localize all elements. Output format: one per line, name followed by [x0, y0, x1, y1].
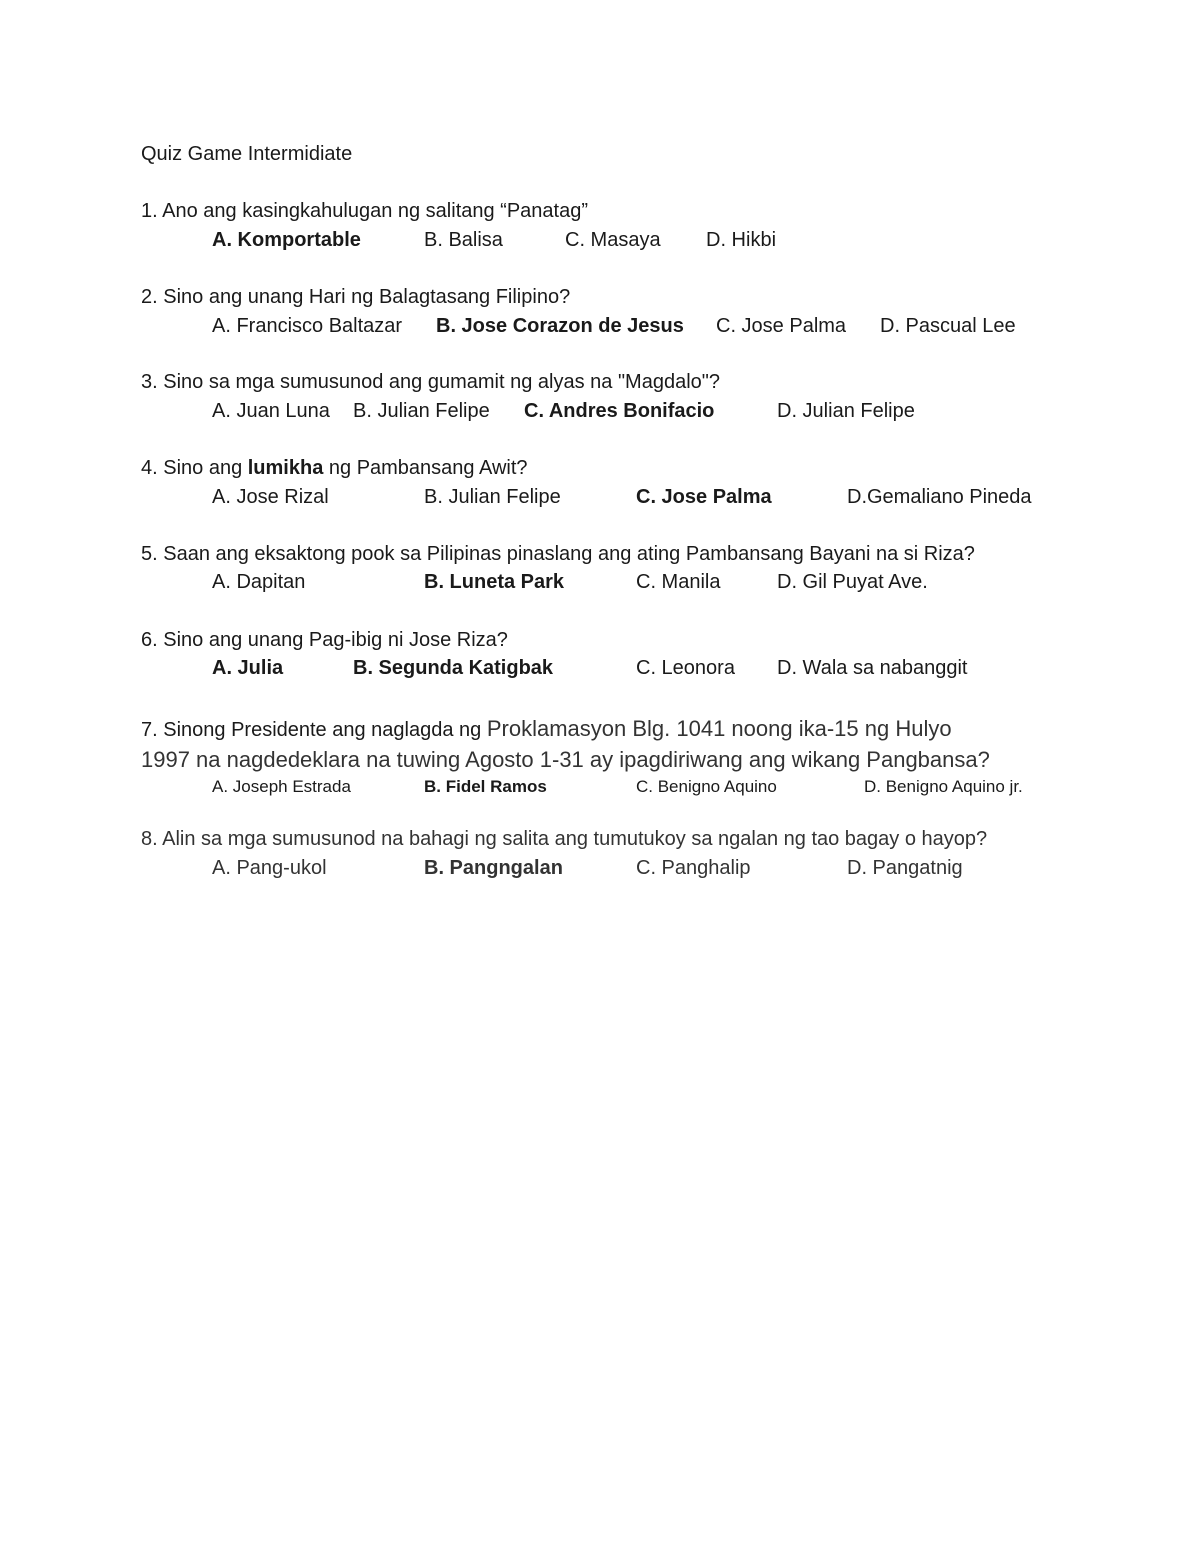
question-text-post: ng Pambansang Awit? — [323, 457, 528, 479]
option-b: B. Julian Felipe — [353, 400, 490, 422]
question-3-options — [212, 400, 1112, 426]
question-6 — [141, 629, 508, 652]
option-c: C. Leonora — [636, 657, 735, 679]
option-c: C. Jose Palma — [716, 315, 847, 337]
option-a: A. Joseph Estrada — [212, 777, 351, 796]
option-c: C. Benigno Aquino — [636, 777, 777, 796]
question-8-options — [212, 857, 1112, 883]
option-b: B. Julian Felipe — [424, 486, 561, 508]
question-line-2: 1997 na nagdedeklara na tuwing Agosto 1-31 ay ipagdiriwang ang wikang Pangbansa? — [141, 747, 990, 772]
question-2 — [141, 286, 570, 309]
option-b: B. Pangngalan — [424, 857, 563, 879]
option-a: A. Komportable — [212, 229, 361, 251]
question-4-options — [212, 486, 1112, 512]
question-1-options — [212, 229, 1112, 255]
question-text: 3. Sino sa mga sumusunod ang gumamit ng alyas na "Magdalo"? — [141, 371, 720, 393]
option-c: C. Andres Bonifacio — [524, 400, 715, 422]
option-c: C. Jose Palma — [636, 486, 772, 508]
question-1 — [141, 200, 588, 223]
option-a: A. Francisco Baltazar — [212, 315, 403, 337]
option-a: A. Jose Rizal — [212, 486, 329, 508]
option-c: C. Masaya — [565, 229, 661, 251]
question-7-options — [212, 777, 1112, 803]
option-a: A. Julia — [212, 657, 284, 679]
option-a: A. Dapitan — [212, 571, 306, 593]
question-5 — [141, 543, 975, 566]
question-7 — [141, 714, 990, 775]
document-title: Quiz Game Intermidiate — [141, 143, 353, 165]
option-d: D. Hikbi — [706, 229, 777, 251]
question-text: 2. Sino ang unang Hari ng Balagtasang Filipino? — [141, 286, 571, 308]
question-6-options — [212, 657, 1112, 683]
question-text-pre: 4. Sino ang — [141, 457, 248, 479]
option-a: A. Pang-ukol — [212, 857, 327, 879]
option-d: D. Gil Puyat Ave. — [777, 571, 928, 593]
option-d: D. Pascual Lee — [880, 315, 1016, 337]
question-text-bold: lumikha — [247, 457, 324, 479]
option-b: B. Fidel Ramos — [424, 777, 547, 796]
option-c: C. Manila — [636, 571, 721, 593]
question-line-1 — [141, 714, 990, 745]
option-d: D. Julian Felipe — [777, 400, 915, 422]
question-5-options — [212, 571, 1112, 597]
option-b: B. Balisa — [424, 229, 503, 251]
question-text-post: Proklamasyon Blg. 1041 noong ika-15 ng Hulyo — [486, 716, 952, 741]
question-text-pre: 7. Sinong Presidente ang naglagda ng — [141, 719, 487, 741]
question-8 — [141, 828, 987, 851]
question-4 — [141, 457, 528, 480]
option-b: B. Luneta Park — [424, 571, 565, 593]
option-b: B. Jose Corazon de Jesus — [436, 315, 684, 337]
question-text: 5. Saan ang eksaktong pook sa Pilipinas pinaslang ang ating Pambansang Bayani na si Riza? — [141, 543, 975, 565]
option-c: C. Panghalip — [636, 857, 751, 879]
question-3 — [141, 371, 720, 394]
question-2-options — [212, 315, 1112, 341]
option-a: A. Juan Luna — [212, 400, 330, 422]
option-b: B. Segunda Katigbak — [353, 657, 554, 679]
question-text: 8. Alin sa mga sumusunod na bahagi ng salita ang tumutukoy sa ngalan ng tao bagay o hayop? — [141, 828, 988, 850]
question-text: 1. Ano ang kasingkahulugan ng salitang “Panatag” — [141, 200, 589, 222]
option-d: D.Gemaliano Pineda — [847, 486, 1032, 508]
option-d: D. Benigno Aquino jr. — [864, 777, 1023, 796]
option-d: D. Wala sa nabanggit — [777, 657, 968, 679]
option-d: D. Pangatnig — [847, 857, 963, 879]
question-text: 6. Sino ang unang Pag-ibig ni Jose Riza? — [141, 629, 508, 651]
